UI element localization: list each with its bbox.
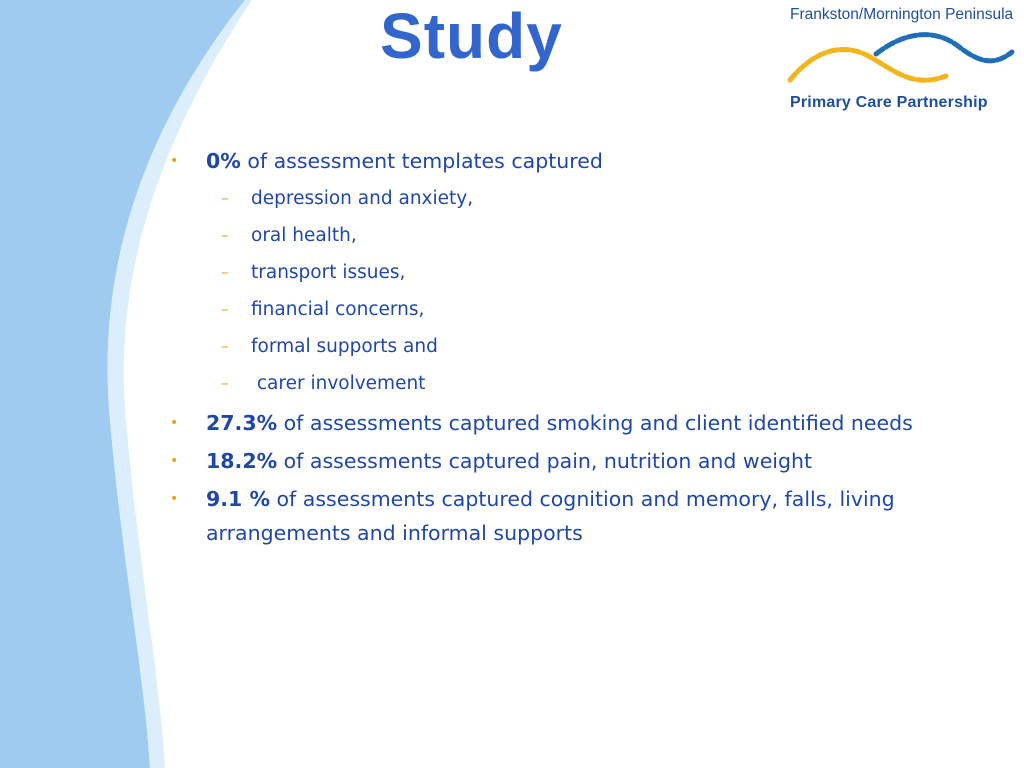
bullet-icon: • <box>170 491 179 507</box>
list-item <box>168 144 928 402</box>
dash-icon: – <box>221 263 229 281</box>
sublist-item: – formal supports and <box>168 328 928 365</box>
bullet-text: of assessments captured cognition and memory, falls, living arrangements and informal supports <box>206 487 895 545</box>
dash-icon: – <box>221 374 229 392</box>
list-item <box>168 444 928 478</box>
bullet-text: of assessments captured pain, nutrition and weight <box>277 449 813 473</box>
list-item <box>168 406 928 440</box>
dash-icon: – <box>221 300 229 318</box>
logo-bottom-text: Primary Care Partnership <box>790 94 988 111</box>
sublist-item: – financial concerns, <box>168 291 928 328</box>
bullet-text: of assessment templates captured <box>240 149 603 173</box>
sublist-item: – depression and anxiety, <box>168 180 928 217</box>
dash-icon: – <box>221 226 229 244</box>
sublist-item: – oral health, <box>168 217 928 254</box>
stat-value: 18.2% <box>206 449 278 473</box>
dash-icon: – <box>221 189 229 207</box>
bullet-text: of assessments captured smoking and client identified needs <box>277 411 913 435</box>
bullet-icon: • <box>170 153 179 169</box>
page-title: Study <box>380 0 563 72</box>
statistics-list <box>168 144 928 554</box>
stat-value: 9.1 % <box>206 487 270 511</box>
dash-icon: – <box>221 337 229 355</box>
sublist-item: – transport issues, <box>168 254 928 291</box>
bullet-icon: • <box>170 453 179 469</box>
partnership-logo <box>786 4 1018 116</box>
logo-top-text: Frankston/Mornington Peninsula <box>790 6 1014 23</box>
bullet-icon: • <box>170 415 179 431</box>
logo-wave-graphic <box>786 28 1018 92</box>
list-item <box>168 482 928 550</box>
stat-value: 0% <box>206 149 241 173</box>
stat-value: 27.3% <box>206 411 278 435</box>
sublist <box>206 180 928 402</box>
sublist-item: – carer involvement <box>168 365 928 402</box>
